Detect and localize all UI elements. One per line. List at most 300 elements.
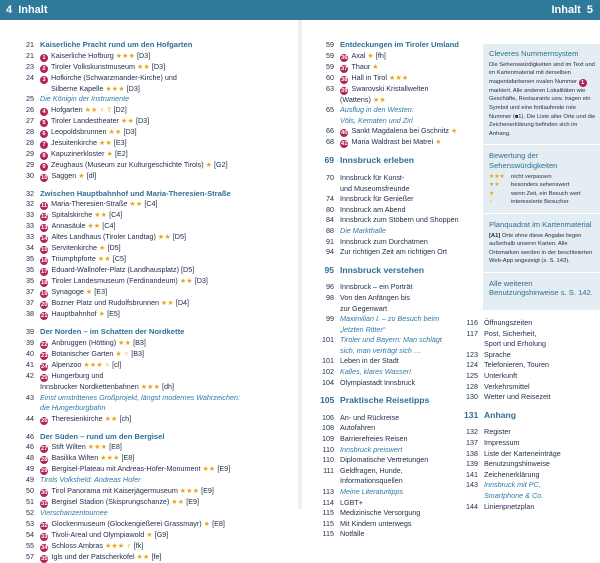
toc-entry [320, 519, 480, 530]
entry-text [340, 434, 480, 445]
map-grid-ref: [B3] [131, 337, 146, 347]
entry-text [340, 413, 480, 424]
sight-number-badge: 11 [41, 203, 48, 210]
entry-text [40, 349, 294, 360]
toc-heading [464, 410, 598, 421]
page-number: 109 [322, 434, 334, 444]
page-number: 94 [326, 247, 334, 257]
entry-title: und Museumsfreunde [340, 183, 410, 193]
toc-entry [320, 304, 480, 315]
page-number: 96 [326, 282, 334, 292]
page-number: 51 [26, 496, 34, 506]
page-number: 35 [26, 254, 34, 264]
entry-title: Smartphone & Co. [484, 490, 544, 500]
map-grid-ref: [D3] [133, 115, 150, 125]
sidebar-text-numbering-2: markiert. Alle anderen Lokalitäten wie Geschäfte, Restaurants usw. tragen ein Symbol und eine fortlaufende rote Nummer (■1). Die Liste aller Orte und die Zeichenerklärung befinden sich im Anhang. [489, 87, 596, 137]
toc-entry [20, 382, 294, 393]
page-number: 101 [322, 356, 334, 366]
toc-heading [320, 395, 480, 406]
sidebar-divider [483, 144, 600, 145]
toc-entry [464, 382, 598, 393]
toc-entry [464, 371, 598, 382]
toc-entry [320, 184, 480, 195]
rating-stars: ★ ♀ [113, 348, 130, 358]
entry-title: Swarovski Kristallwelten [351, 83, 429, 93]
toc-entry [320, 137, 480, 148]
entry-title: Kaiserliche Pracht rund um den Hofgarten [40, 40, 193, 49]
entry-text [340, 247, 480, 258]
rating-stars: ★★ [119, 115, 134, 125]
page-number: 26 [26, 104, 34, 114]
toc-entry [320, 476, 480, 487]
entry-text [40, 127, 294, 138]
entry-title: Register [484, 427, 511, 437]
entry-text [340, 84, 480, 95]
entry-text [40, 276, 294, 287]
grid-example: [A1] [489, 232, 501, 239]
entry-title: Basilika Wilten [51, 453, 99, 463]
entry-title: Innsbruck für Genießer [340, 194, 414, 204]
map-grid-ref: [C4] [142, 199, 158, 209]
map-grid-ref: [E9] [184, 496, 199, 506]
toc-entry [320, 84, 480, 95]
toc-heading [20, 189, 294, 200]
toc-heading [20, 327, 294, 338]
page-number: 27 [26, 115, 34, 125]
page-number: 49 [26, 464, 34, 474]
page-number: 28 [26, 126, 34, 136]
toc-entry [464, 459, 598, 470]
entry-text [484, 339, 598, 350]
page-number: 80 [326, 204, 334, 214]
entry-title: Notfälle [340, 529, 365, 539]
page-number: 40 [26, 348, 34, 358]
entry-title: Impressum [484, 437, 520, 447]
map-grid-ref: [D5] [105, 243, 121, 253]
page-number: 141 [466, 469, 478, 479]
entry-title: Schloss Ambras [51, 540, 103, 550]
sight-number-badge: 10 [41, 174, 48, 181]
entry-text [40, 382, 294, 393]
entry-text [40, 171, 294, 182]
entry-title: Zwischen Hauptbahnhof und Maria-Theresien-Straße [40, 188, 231, 198]
sight-number-badge: 17 [41, 269, 48, 276]
toc-entry [320, 455, 480, 466]
map-grid-ref: [D3] [135, 50, 151, 60]
toc-entry [20, 105, 294, 116]
page-number: 41 [26, 359, 34, 369]
header-right [300, 0, 600, 20]
entry-text [340, 184, 480, 195]
sight-number-badge: 1 [40, 54, 48, 62]
toc-entry [320, 126, 480, 137]
sidebar-text-grid-body: Orte ohne diese Angabe liegen außerhalb unserer Karten. Alle Ortsmarken werden in der beschleierten Web-App angezeigt (s. S. 143). [489, 232, 593, 265]
toc-heading [320, 105, 480, 116]
entry-text [340, 293, 480, 304]
rating-stars: ★★ [489, 182, 500, 189]
toc-heading [320, 346, 480, 357]
sight-number-badge: 33 [41, 533, 48, 540]
toc-entry [20, 309, 294, 320]
page-number: 128 [466, 381, 478, 391]
page-number: 29 [26, 159, 34, 169]
entry-text [484, 350, 598, 361]
entry-text [40, 189, 294, 200]
page-number: 50 [26, 485, 34, 495]
entry-title: Der Norden – im Schatten der Nordkette [40, 327, 185, 337]
page-number: 68 [326, 137, 334, 147]
rating-stars: ★★★ [113, 50, 136, 60]
entry-text [340, 205, 480, 216]
sidebar-text-numbering [489, 61, 596, 139]
rating-stars: ★★ [200, 464, 216, 474]
toc-entry [464, 427, 598, 438]
rating-stars: ★★★ [103, 83, 125, 93]
toc-heading [320, 445, 480, 456]
entry-title: Von den Anfängen bis [340, 292, 410, 302]
entry-title: Tiroler Landesmuseum (Ferdinandeum) [51, 276, 178, 286]
page-number: 35 [26, 265, 34, 275]
entry-title: Silberne Kapelle [51, 83, 104, 93]
entry-text [40, 116, 294, 127]
entry-title: Maria Waldrast bei Matrei [351, 137, 434, 147]
entry-text [340, 423, 480, 434]
entry-text [340, 173, 480, 184]
entry-text [40, 393, 294, 404]
toc-heading [320, 226, 480, 237]
entry-text [340, 498, 480, 509]
entry-text [484, 459, 598, 470]
entry-text [340, 455, 480, 466]
map-grid-ref: [E5] [105, 309, 120, 319]
toc-entry [20, 51, 294, 62]
entry-title: Altes Landhaus (Tiroler Landtag) [51, 232, 156, 242]
toc-entry [20, 552, 294, 563]
entry-text [40, 432, 294, 443]
entry-title: Verkehrsmittel [484, 381, 530, 391]
entry-text [340, 40, 480, 51]
entry-title: Thaur [351, 61, 371, 71]
entry-title: Kapuzinerkloster [51, 148, 105, 158]
rating-stars: ★★ [92, 210, 108, 220]
toc-entry [320, 423, 480, 434]
sight-number-badge: 26 [41, 417, 48, 424]
page-number: 123 [466, 349, 478, 359]
map-grid-ref: [D5] [170, 232, 186, 242]
page-number: 108 [322, 423, 334, 433]
map-grid-ref: [E3] [92, 287, 108, 297]
rating-stars: ★★ [116, 337, 132, 347]
toc-entry [320, 434, 480, 445]
sight-number-badge: 28 [41, 457, 48, 464]
page-number: 32 [26, 188, 34, 198]
toc-entry [320, 378, 480, 389]
page-number: 29 [26, 148, 34, 158]
toc-heading [320, 265, 480, 276]
page-number: 59 [326, 40, 334, 49]
map-grid-ref: [E8] [107, 442, 122, 452]
sight-number-badge: 14 [41, 236, 48, 243]
entry-text [40, 254, 294, 265]
toc-entry [20, 497, 294, 508]
entry-title: Innsbruck zum Durchatmen [340, 236, 428, 246]
entry-title: Maximilian I. – zu Besuch beim [340, 314, 440, 324]
entry-text [484, 427, 598, 438]
page-number: 130 [466, 392, 478, 402]
spacer [464, 403, 598, 410]
entry-text [484, 449, 598, 460]
toc-entry [320, 247, 480, 258]
page-number: 110 [322, 455, 334, 465]
toc-heading [320, 116, 480, 127]
map-grid-ref: [D3] [124, 83, 140, 93]
rating-stars: ★ [144, 529, 153, 539]
entry-title: Entdeckungen im Tiroler Umland [340, 40, 459, 49]
entry-title: Annasäule [51, 221, 86, 231]
page-number: 98 [326, 292, 334, 302]
sight-number-badge: 8 [40, 152, 48, 160]
sight-number-badge: 2 [40, 65, 48, 73]
toc-entry [320, 498, 480, 509]
entry-text [340, 367, 480, 378]
entry-title: Benutzungshinweise [484, 459, 550, 469]
toc-entry [20, 541, 294, 552]
toc-entry [20, 486, 294, 497]
page-number: 69 [324, 155, 334, 166]
toc-entry [20, 84, 294, 95]
toc-entry [320, 173, 480, 184]
entry-title: Informationsquellen [340, 476, 403, 486]
rating-stars: ★ [370, 61, 379, 71]
entry-text [40, 519, 294, 530]
entry-text [484, 329, 598, 340]
entry-title: Stift Wilten [51, 442, 86, 452]
spacer [20, 425, 294, 432]
entry-text [40, 287, 294, 298]
entry-title: Axal [351, 50, 366, 60]
page-number: 39 [26, 337, 34, 347]
toc-entry [320, 73, 480, 84]
entry-text [40, 105, 294, 116]
entry-text [340, 304, 480, 315]
page-number: 57 [26, 551, 34, 561]
entry-text [340, 529, 480, 540]
toc-entry [20, 160, 294, 171]
page-number: 24 [26, 72, 34, 82]
rating-label: besonders sehenswert [511, 182, 570, 189]
entry-title: Innsbruck zum Stöbern und Shoppen [340, 215, 459, 225]
sight-number-badge: 29 [41, 468, 48, 475]
page-number: 115 [322, 529, 334, 539]
entry-text [40, 199, 294, 210]
toc-entry [20, 414, 294, 425]
page-number: 88 [326, 225, 334, 235]
entry-title: Innsbruck verstehen [340, 264, 425, 275]
toc-entry [320, 205, 480, 216]
entry-title: Ausflug in den Westen: [340, 105, 414, 115]
spacer [464, 420, 598, 427]
map-grid-ref: [B3] [129, 348, 145, 358]
map-grid-ref: [E8] [210, 518, 225, 528]
page-number: 52 [26, 507, 34, 517]
header-left [0, 0, 300, 20]
page-number: 70 [326, 172, 334, 182]
page-number: 43 [26, 392, 34, 402]
entry-title: Die Markthalle [340, 225, 386, 235]
page-number: 35 [26, 276, 34, 286]
entry-title: Tirol Panorama mit Kaiserjägermuseum [51, 485, 178, 495]
toc-heading [20, 475, 294, 486]
sidebar-title-grid: Planquadrat im Kartenmaterial [489, 219, 592, 229]
toc-entry [320, 237, 480, 248]
entry-text [340, 356, 480, 367]
map-grid-ref: [D3] [192, 276, 208, 286]
toc-entry [464, 360, 598, 371]
page-number: 33 [26, 232, 34, 242]
entry-title: Praktische Reisetipps [340, 395, 430, 406]
sidebar-text-numbering-1: Die Sehenswürdigkeiten sind im Text und im Kartenmaterial mit derselben magentafarbenen ovalen Nummer [489, 61, 595, 85]
toc-entry [20, 360, 294, 371]
sight-number-badge: 3 [40, 76, 48, 84]
page-number: 104 [322, 377, 334, 387]
entry-text [40, 265, 294, 276]
toc-entry [20, 349, 294, 360]
entry-title: Eduard-Wallnöfer-Platz (Landhausplatz) [51, 265, 180, 275]
entry-text [484, 382, 598, 393]
toc-entry [320, 529, 480, 540]
entry-title: Alpenzoo [51, 359, 82, 369]
rating-stars: ★ [83, 287, 93, 297]
sight-number-badge: 31 [41, 500, 48, 507]
entry-text [40, 94, 294, 105]
page-number: 139 [466, 459, 478, 469]
entry-title: Hall in Tirol [351, 72, 388, 82]
entry-text [340, 487, 480, 498]
page-number: 54 [26, 529, 34, 539]
page-number: 34 [26, 243, 34, 253]
toc-heading [20, 508, 294, 519]
map-grid-ref: [E9] [199, 485, 214, 495]
page-number: 30 [26, 170, 34, 180]
entry-title: Liste der Karteneinträge [484, 448, 561, 458]
entry-text [40, 84, 294, 95]
sight-number-badge: 40 [341, 130, 348, 137]
entry-text [484, 470, 598, 481]
entry-title: Tiroler Volkskunstmuseum [51, 61, 136, 71]
rating-stars: ★★★ ♀ [81, 359, 111, 369]
page-number: 74 [326, 194, 334, 204]
entry-text [40, 403, 294, 414]
toc-entry [464, 502, 598, 513]
entry-text [340, 105, 480, 116]
toc-entry [320, 194, 480, 205]
entry-text [340, 95, 480, 106]
entry-title: Zur richtigen Zeit am richtigen Ort [340, 247, 448, 257]
entry-text [484, 318, 598, 329]
map-grid-ref: [C4] [107, 210, 123, 220]
page-number: 101 [322, 335, 334, 345]
page-number: 105 [320, 395, 335, 406]
page-number: 124 [466, 360, 478, 370]
page-number: 116 [466, 318, 478, 327]
toc-entry [320, 95, 480, 106]
entry-title: Post, Sicherheit, [484, 328, 537, 338]
header-title-left: Inhalt [18, 4, 48, 16]
toc-entry [320, 508, 480, 519]
entry-text [40, 486, 294, 497]
page-number: 84 [326, 215, 334, 225]
rating-stars: ★ [365, 50, 374, 60]
entry-title: Saggen [51, 170, 77, 180]
entry-text [340, 335, 480, 346]
sight-number-badge: 27 [41, 446, 48, 453]
rating-stars: ★★ [135, 61, 150, 71]
entry-text [484, 392, 598, 403]
entry-title: Zeughaus (Museum zur Kulturgeschichte Tirols) [51, 159, 204, 169]
map-grid-ref: [D5] [179, 265, 195, 275]
entry-text [40, 149, 294, 160]
toc-entry [464, 438, 598, 449]
rating-label: wenn Zeit, ein Besuch wert [511, 190, 581, 197]
toc-entry [20, 149, 294, 160]
page-number: 59 [326, 61, 334, 71]
entry-title: Der Süden – rund um den Bergisel [40, 431, 165, 441]
entry-text [40, 464, 294, 475]
entry-title: Sport und Erholung [484, 339, 546, 349]
rating-stars: ★★★ ♀ [102, 540, 132, 550]
rating-stars: ★★ [134, 551, 150, 561]
rating-stars: ★ [104, 148, 113, 158]
sight-number-badge: 34 [41, 544, 48, 551]
spacer [320, 275, 480, 282]
entry-title: Leben in der Stadt [340, 356, 399, 366]
entry-title: Mit Kindern unterwegs [340, 518, 412, 528]
sight-number-badge: 20 [41, 302, 48, 309]
entry-title: zur Gegenwart [340, 303, 388, 313]
toc-heading [464, 480, 598, 491]
toc-entry [320, 215, 480, 226]
toc-entry [320, 356, 480, 367]
toc-heading [20, 40, 294, 51]
toc-entry [464, 449, 598, 460]
toc-entry [20, 210, 294, 221]
entry-text [484, 502, 598, 513]
entry-title: Glockenmuseum (Glockengießerei Grassmayr) [51, 518, 202, 528]
entry-text [340, 51, 480, 62]
rating-stars: ★★ [102, 413, 118, 423]
entry-title: Innsbrucker Nordkettenbahnen [40, 381, 139, 391]
toc-entry [464, 329, 598, 340]
toc-entry [20, 221, 294, 232]
page-number: 65 [326, 105, 334, 115]
page-number: 44 [26, 413, 34, 423]
sight-number-badge: 38 [341, 76, 348, 83]
page-number: 49 [26, 475, 34, 485]
spacer [320, 388, 480, 395]
entry-title: Servitenkirche [51, 243, 97, 253]
entry-title: Bozner Platz und Rudolfsbrunnen [51, 298, 159, 308]
entry-title: Jesuitenkirche [51, 137, 97, 147]
entry-title: Barrierefreies Reisen [340, 434, 408, 444]
entry-text [340, 346, 480, 357]
map-grid-ref: [fe] [149, 551, 162, 561]
rating-stars: ★★ [177, 276, 193, 286]
toc-column-middle [320, 40, 480, 540]
entry-text [40, 497, 294, 508]
toc-entry [20, 243, 294, 254]
sight-number-badge: 39 [341, 87, 348, 94]
entry-title: Theresienkirche [51, 413, 103, 423]
